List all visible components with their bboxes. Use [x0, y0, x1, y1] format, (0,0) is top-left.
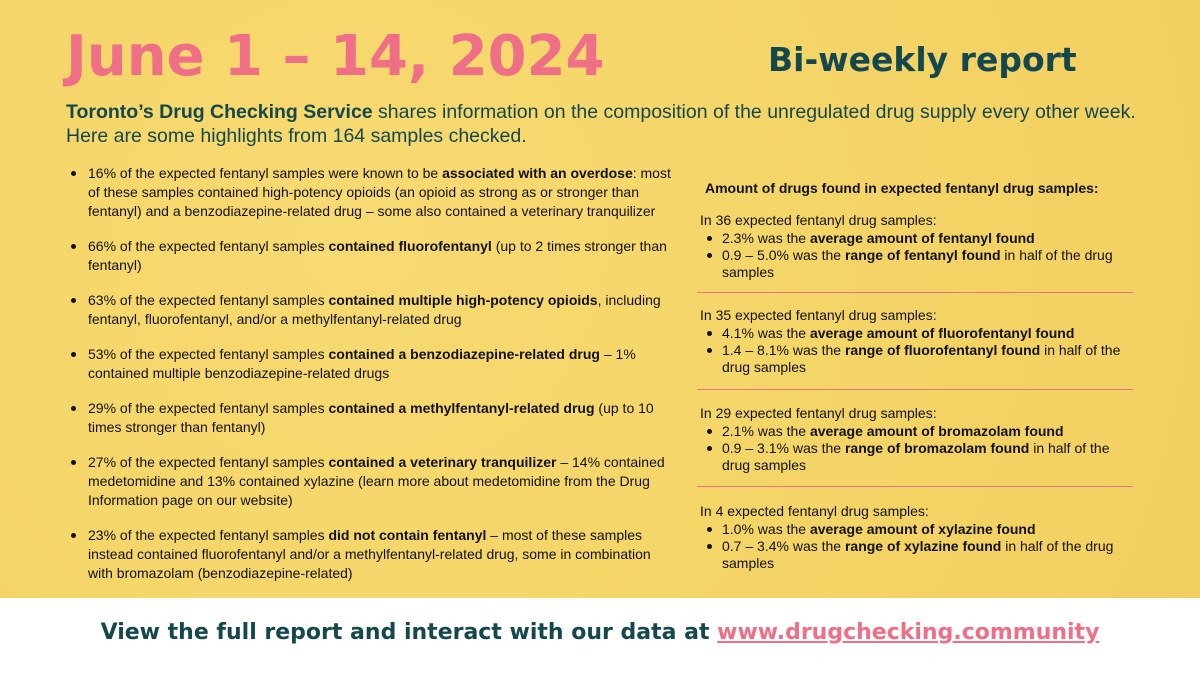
amount-item: [722, 521, 1132, 538]
footer-banner: [0, 598, 1200, 675]
amount-text: in half of the drug samples: [722, 247, 1113, 280]
highlight-text: 23% of the expected fentanyl samples: [88, 527, 329, 543]
amount-emphasis: range of fentanyl found: [844, 247, 1001, 263]
amount-text: 0.9 – 5.0% was the: [722, 247, 845, 263]
section-divider: [697, 389, 1133, 390]
amount-group-heading: In 4 expected fentanyl drug samples:: [700, 503, 929, 519]
amount-item: [722, 440, 1132, 474]
amounts-heading: Amount of drugs found in expected fentanyl drug samples:: [705, 180, 1099, 196]
amount-item: [722, 247, 1132, 281]
amount-text: in half of the drug samples: [722, 342, 1121, 375]
highlight-item: [88, 453, 678, 510]
page-title: June 1 – 14, 2024: [66, 24, 605, 89]
intro-text: shares information on the composition of the unregulated drug supply every other week. Here are some highlights from 164 samples checked.: [66, 101, 1136, 147]
amount-group-heading: In 29 expected fentanyl drug samples:: [700, 405, 937, 421]
highlight-emphasis: contained fluorofentanyl: [328, 238, 492, 254]
amount-emphasis: average amount of fluorofentanyl found: [809, 325, 1075, 341]
amount-list: [700, 325, 1132, 376]
amount-text: 4.1% was the: [722, 325, 810, 341]
footer-text: [0, 620, 1200, 645]
highlight-emphasis: contained a methylfentanyl-related drug: [328, 400, 595, 416]
highlight-item: [88, 526, 678, 583]
highlight-emphasis: contained a veterinary tranquilizer: [328, 454, 557, 470]
amount-item: [722, 423, 1132, 440]
highlight-item: [88, 237, 678, 275]
amount-text: 2.1% was the: [722, 423, 810, 439]
amount-text: in half of the drug samples: [722, 538, 1114, 571]
highlight-text: – most of these samples instead contained fluorofentanyl and/or a methylfentanyl-related drug, some in combination with bromazolam (benzodiazepine-related): [88, 527, 651, 581]
highlight-text: – 1% contained multiple benzodiazepine-related drugs: [88, 346, 636, 381]
report-type-heading: Bi-weekly report: [768, 40, 1077, 79]
highlights-list: [66, 164, 678, 599]
amount-text: in half of the drug samples: [722, 440, 1110, 473]
amount-text: 1.0% was the: [722, 521, 810, 537]
amount-item: [722, 342, 1132, 376]
amount-emphasis: range of bromazolam found: [844, 440, 1030, 456]
amount-emphasis: average amount of fentanyl found: [809, 230, 1035, 246]
highlight-item: [88, 345, 678, 383]
amount-group-xylazine: [700, 503, 1132, 572]
amount-text: 0.7 – 3.4% was the: [722, 538, 845, 554]
website-link[interactable]: www.drugchecking.community: [717, 620, 1100, 645]
amount-group-heading: In 35 expected fentanyl drug samples:: [700, 307, 937, 323]
highlight-text: (up to 10 times stronger than fentanyl): [88, 400, 654, 435]
highlight-text: 63% of the expected fentanyl samples: [88, 292, 329, 308]
amount-list: [700, 521, 1132, 572]
amount-emphasis: range of fluorofentanyl found: [844, 342, 1041, 358]
amount-text: 0.9 – 3.1% was the: [722, 440, 845, 456]
highlight-text: , including fentanyl, fluorofentanyl, and/or a methylfentanyl-related drug: [88, 292, 661, 327]
amount-item: [722, 230, 1132, 247]
highlight-item: [88, 399, 678, 437]
highlight-item: [88, 291, 678, 329]
amount-emphasis: range of xylazine found: [844, 538, 1002, 554]
highlight-text: 27% of the expected fentanyl samples: [88, 454, 329, 470]
highlight-emphasis: contained multiple high-potency opioids: [328, 292, 598, 308]
amount-group-fentanyl: [700, 212, 1132, 281]
highlight-emphasis: did not contain fentanyl: [328, 527, 487, 543]
amount-group-heading: In 36 expected fentanyl drug samples:: [700, 212, 937, 228]
service-name: Toronto’s Drug Checking Service: [66, 101, 373, 123]
amount-item: [722, 538, 1132, 572]
highlight-text: – 14% contained medetomidine and 13% contained xylazine (learn more about medetomidine from the Drug Information page on our website): [88, 454, 665, 508]
amount-text: 1.4 – 8.1% was the: [722, 342, 845, 358]
highlight-text: (up to 2 times stronger than fentanyl): [88, 238, 667, 273]
section-divider: [697, 292, 1133, 293]
amount-list: [700, 230, 1132, 281]
highlight-text: 66% of the expected fentanyl samples: [88, 238, 329, 254]
highlight-text: 53% of the expected fentanyl samples: [88, 346, 329, 362]
amount-item: [722, 325, 1132, 342]
amount-text: 2.3% was the: [722, 230, 810, 246]
highlight-text: 29% of the expected fentanyl samples: [88, 400, 329, 416]
amount-emphasis: average amount of bromazolam found: [809, 423, 1064, 439]
footer-label: View the full report and interact with our data at: [100, 620, 718, 645]
amount-list: [700, 423, 1132, 474]
intro-paragraph: [66, 100, 1146, 148]
highlight-emphasis: contained a benzodiazepine-related drug: [328, 346, 600, 362]
amount-group-bromazolam: [700, 405, 1132, 474]
highlight-text: 16% of the expected fentanyl samples were known to be: [88, 165, 443, 181]
amount-group-fluorofentanyl: [700, 307, 1132, 376]
amount-emphasis: average amount of xylazine found: [809, 521, 1036, 537]
highlight-item: [88, 164, 678, 221]
highlight-emphasis: associated with an overdose: [442, 165, 633, 181]
section-divider: [697, 486, 1133, 487]
highlight-text: : most of these samples contained high-potency opioids (an opioid as strong as or stronger than fentanyl) and a benzodiazepine-related drug – some also contained a veterinary tranquilizer: [88, 165, 671, 219]
